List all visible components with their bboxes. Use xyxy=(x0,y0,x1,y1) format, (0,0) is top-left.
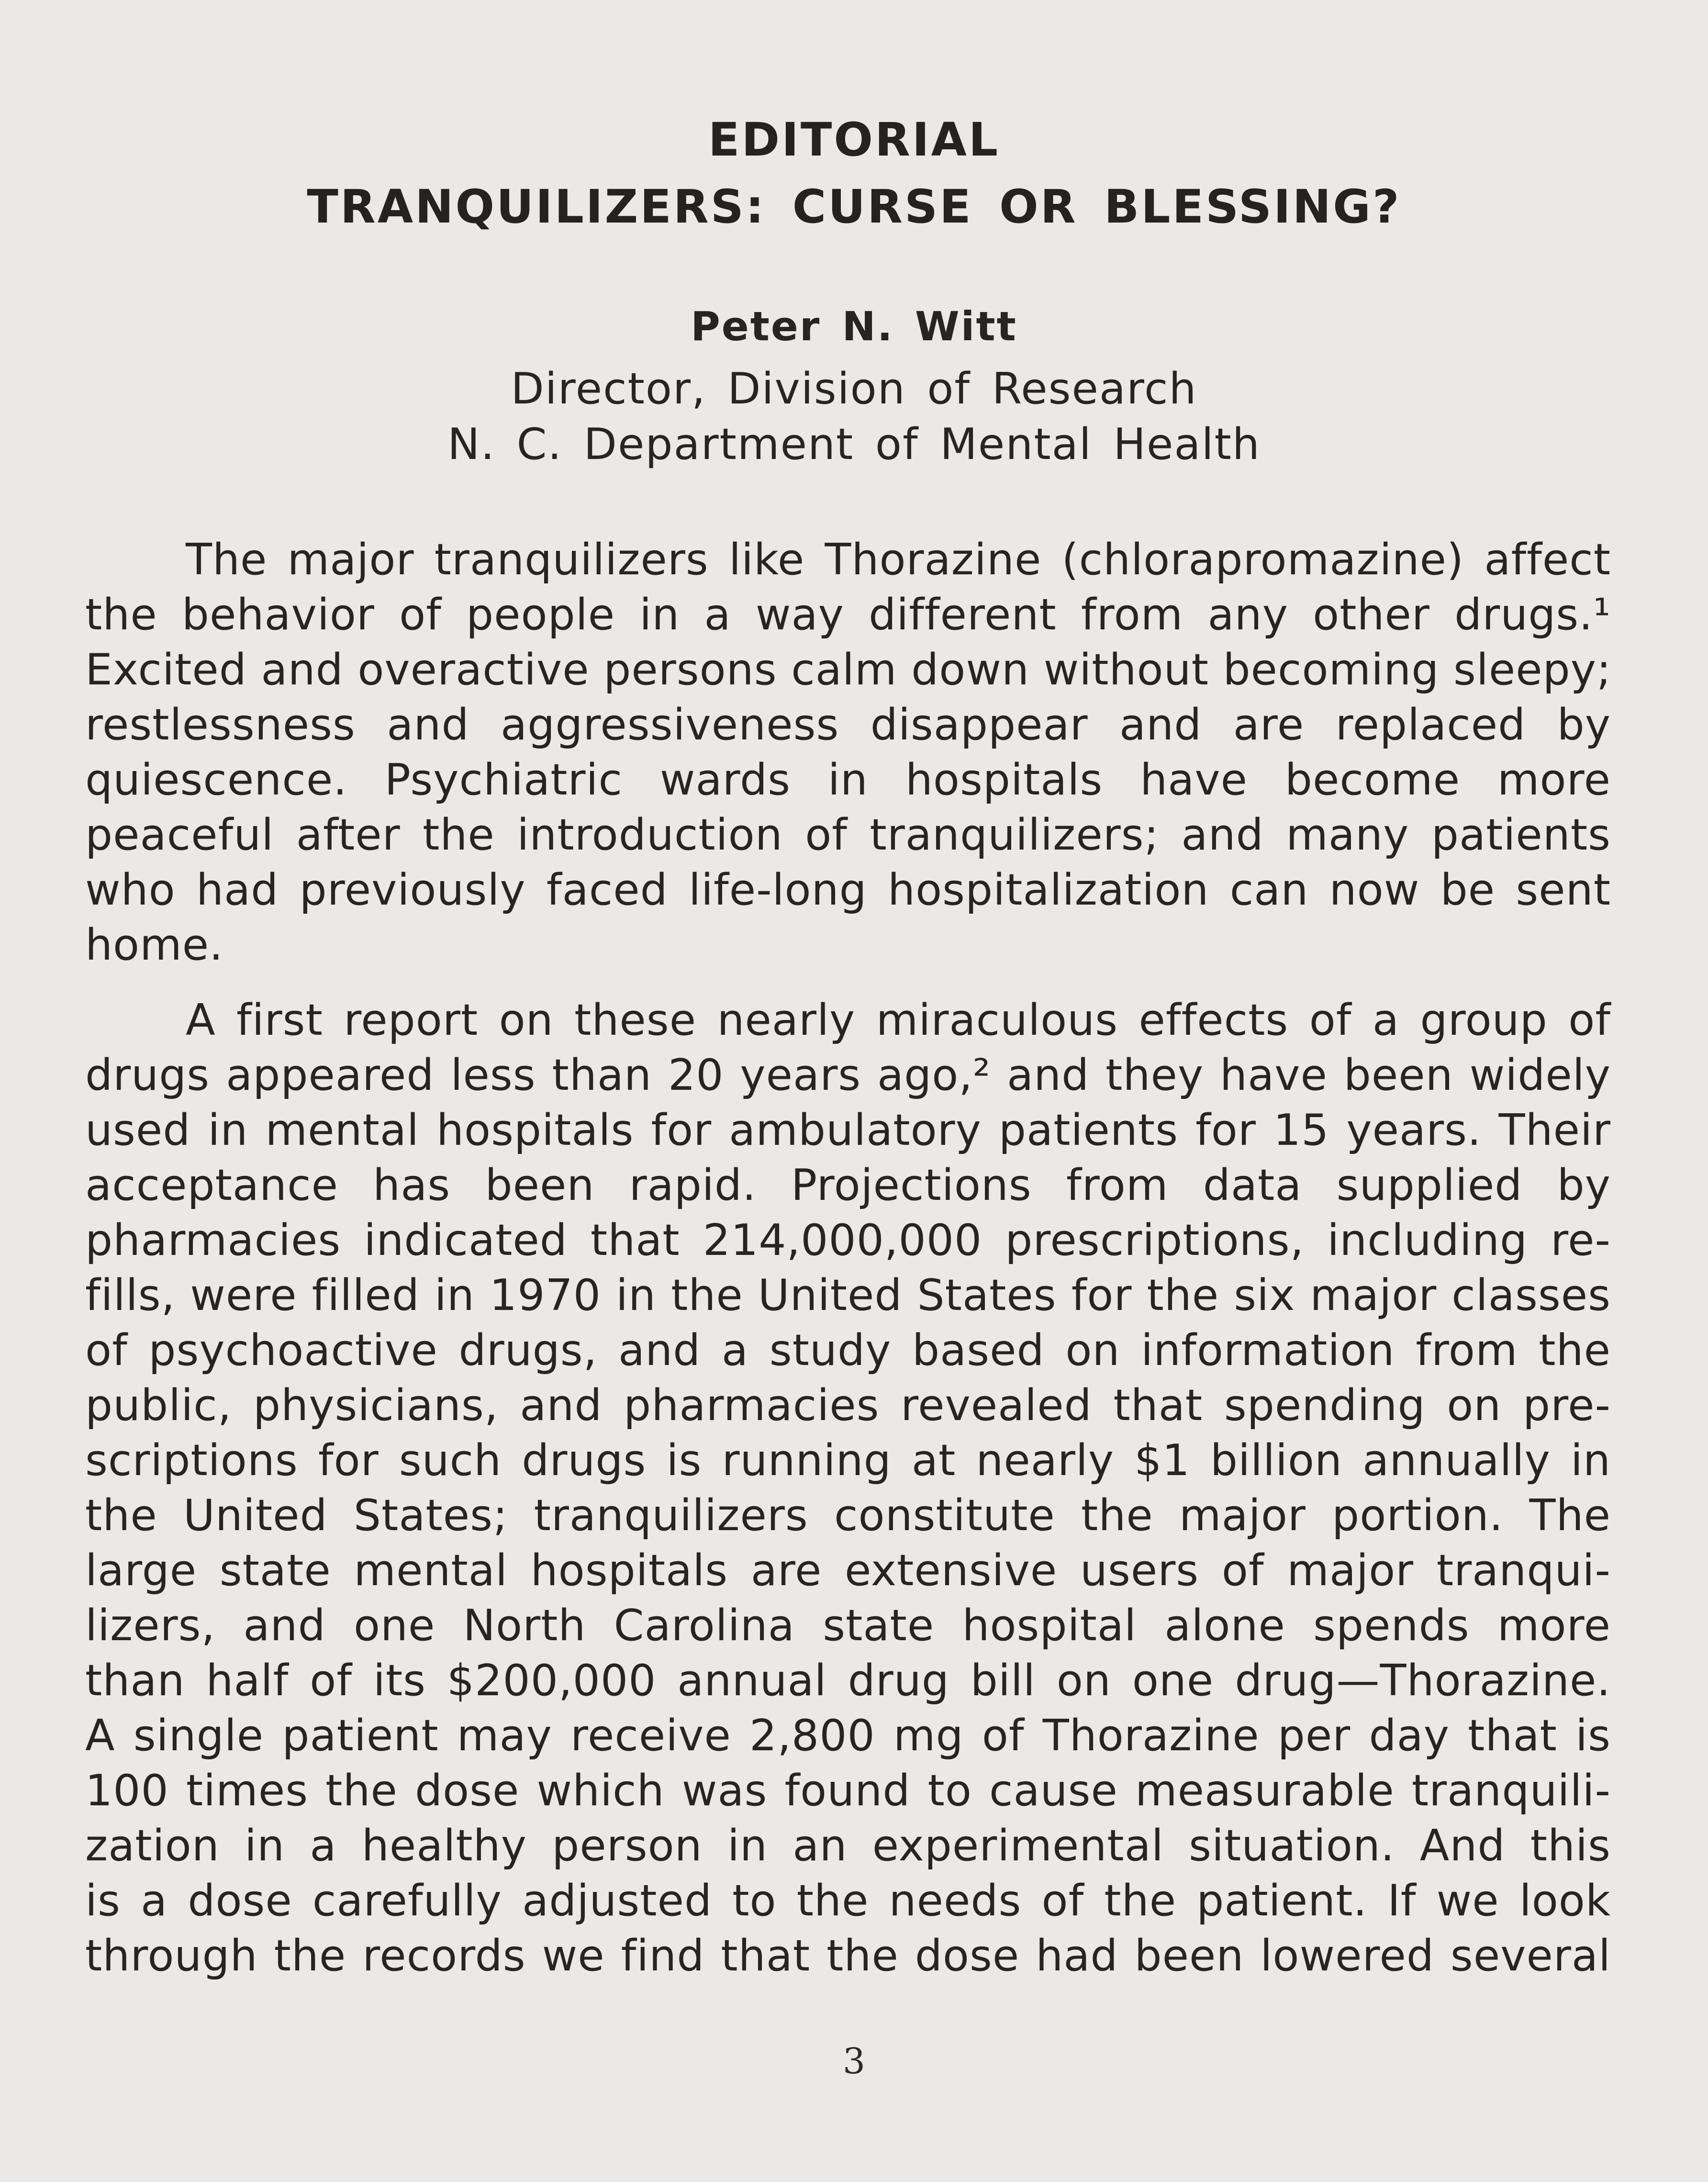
paragraph-line: acceptance has been rapid. Projections from data supplied by xyxy=(85,1160,1611,1210)
paragraph-line: restlessness and aggressiveness disappear and are replaced by xyxy=(85,700,1611,750)
paragraph-line: through the records we find that the dose had been lowered several xyxy=(85,1931,1611,1981)
paragraph-line: The major tranquilizers like Thorazine (chlorapromazine) affect xyxy=(186,535,1611,585)
page-number: 3 xyxy=(842,2041,866,2082)
paragraph-line: the United States; tranquilizers constitute the major portion. The xyxy=(85,1490,1611,1541)
article-title: TRANQUILIZERS: CURSE OR BLESSING? xyxy=(307,180,1401,234)
paragraph-line: large state mental hospitals are extensive users of major tranqui- xyxy=(85,1545,1611,1596)
paragraph-line: is a dose carefully adjusted to the needs of the patient. If we look xyxy=(85,1876,1611,1926)
paragraph-2 xyxy=(85,993,1611,1983)
paragraph-line: quiescence. Psychiatric wards in hospitals have become more xyxy=(85,755,1611,805)
paragraph-line: home. xyxy=(85,920,223,970)
paragraph-line: A first report on these nearly miraculous effects of a group of xyxy=(186,995,1611,1045)
paragraph-line: pharmacies indicated that 214,000,000 prescriptions, including re- xyxy=(85,1215,1611,1265)
paragraph-line: than half of its $200,000 annual drug bill on one drug—Thorazine. xyxy=(85,1656,1611,1706)
paragraph-line: scriptions for such drugs is running at nearly $1 billion annually in xyxy=(85,1435,1611,1486)
paragraph-1 xyxy=(85,532,1611,973)
paragraph-line: the behavior of people in a way different from any other drugs.¹ xyxy=(85,590,1611,640)
paragraph-line: A single patient may receive 2,800 mg of Thorazine per day that is xyxy=(85,1711,1611,1761)
paragraph-line: lizers, and one North Carolina state hospital alone spends more xyxy=(85,1600,1611,1651)
paragraph-line: drugs appeared less than 20 years ago,² and they have been widely xyxy=(85,1050,1611,1100)
paragraph-line: zation in a healthy person in an experimental situation. And this xyxy=(85,1821,1611,1871)
paragraph-line: of psychoactive drugs, and a study based on information from the xyxy=(85,1325,1611,1376)
paragraph-line: who had previously faced life-long hospitalization can now be sent xyxy=(85,865,1611,915)
paragraph-line: peaceful after the introduction of tranquilizers; and many patients xyxy=(85,810,1611,860)
paragraph-line: fills, were filled in 1970 in the United States for the six major classes xyxy=(85,1270,1611,1320)
paragraph-line: used in mental hospitals for ambulatory patients for 15 years. Their xyxy=(85,1105,1611,1155)
author-affiliation-title: Director, Division of Research xyxy=(511,364,1197,414)
paragraph-line: 100 times the dose which was found to cause measurable tranquili- xyxy=(85,1766,1611,1816)
author-affiliation-department: N. C. Department of Mental Health xyxy=(447,419,1261,470)
paragraph-line: public, physicians, and pharmacies revealed that spending on pre- xyxy=(85,1380,1611,1431)
author-name: Peter N. Witt xyxy=(691,303,1017,350)
paragraph-line: Excited and overactive persons calm down without becoming sleepy; xyxy=(85,645,1612,695)
section-heading: EDITORIAL xyxy=(708,113,1000,167)
